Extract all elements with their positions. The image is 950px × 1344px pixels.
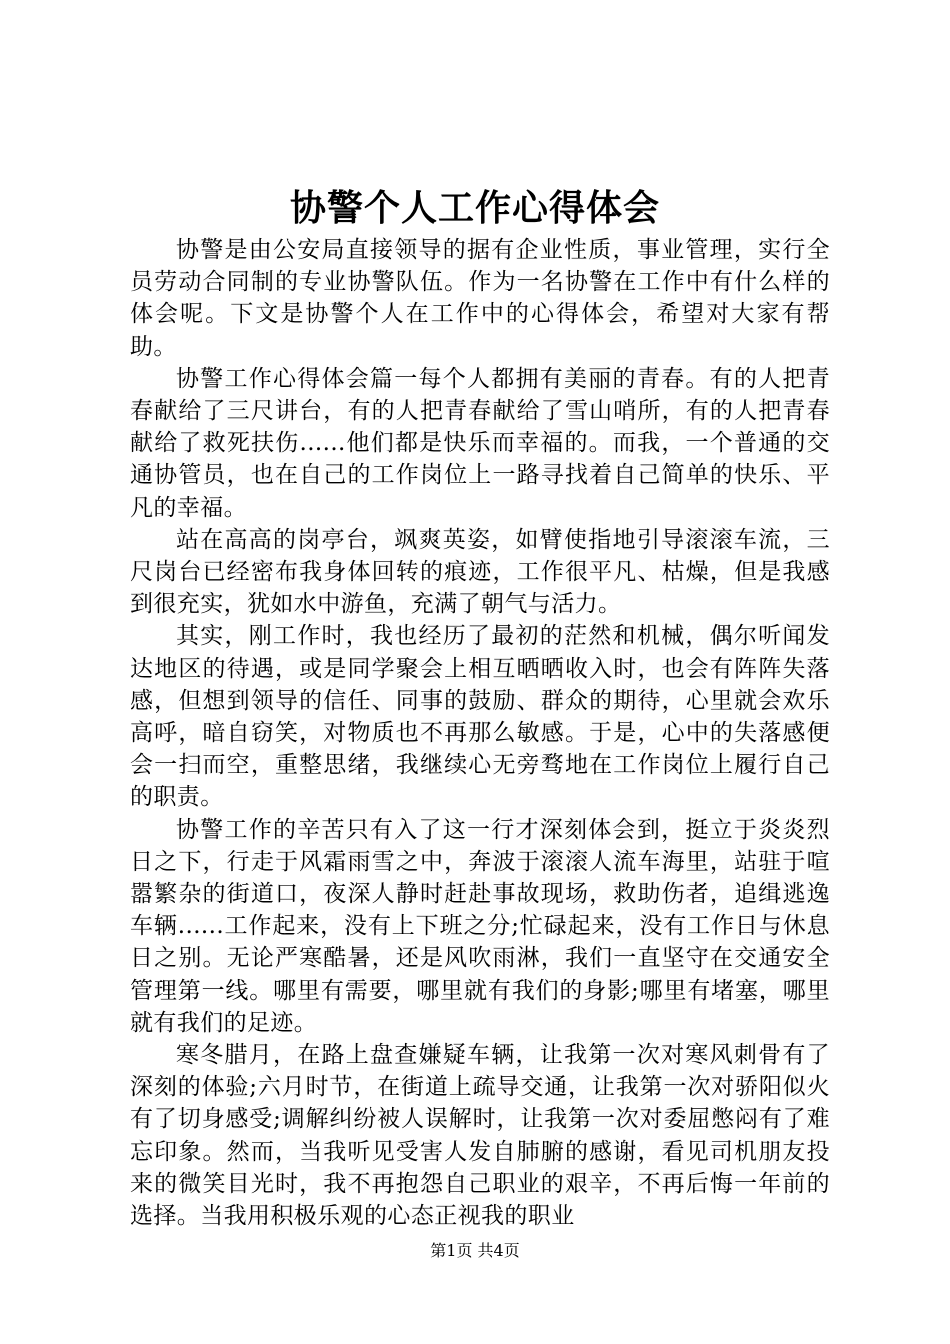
page-number-footer: 第1页 共4页	[430, 1241, 520, 1260]
paragraph-early-work: 其实，刚工作时，我也经历了最初的茫然和机械，偶尔听闻发达地区的待遇，或是同学聚会上相互晒晒收入时，也会有阵阵失落感，但想到领导的信任、同事的鼓励、群众的期待，心里就会欢乐高呼，暗自窃笑，对物质也不再那么敏感。于是，心中的失落感便会一扫而空，重整思绪，我继续心无旁骛地在工作岗位上履行自己的职责。	[130, 623, 830, 811]
paragraph-hardship: 协警工作的辛苦只有入了这一行才深刻体会到，挺立于炎炎烈日之下，行走于风霜雨雪之中，奔波于滚滚人流车海里，站驻于喧嚣繁杂的街道口，夜深人静时赶赴事故现场，救助伤者，追缉逃逸车辆......工作起来，没有上下班之分;忙碌起来，没有工作日与休息日之别。无论严寒酷暑，还是风吹雨淋，我们一直坚守在交通安全管理第一线。哪里有需要，哪里就有我们的身影;哪里有堵塞，哪里就有我们的足迹。	[130, 816, 830, 1036]
paragraph-intro: 协警是由公安局直接领导的据有企业性质，事业管理，实行全员劳动合同制的专业协警队伍。作为一名协警在工作中有什么样的体会呢。下文是协警个人在工作中的心得体会，希望对大家有帮助。	[130, 237, 830, 360]
paragraph-youth: 协警工作心得体会篇一每个人都拥有美丽的青春。有的人把青春献给了三尺讲台，有的人把青春献给了雪山哨所，有的人把青春献给了救死扶伤......他们都是快乐而幸福的。而我，一个普通的交通协管员，也在自己的工作岗位上一路寻找着自己简单的快乐、平凡的幸福。	[130, 365, 830, 521]
paragraph-seasons: 寒冬腊月，在路上盘查嫌疑车辆，让我第一次对寒风刺骨有了深刻的体验;六月时节，在街道上疏导交通，让我第一次对骄阳似火有了切身感受;调解纠纷被人误解时，让我第一次对委屈憋闷有了难忘印象。然而，当我听见受害人发自肺腑的感谢，看见司机朋友投来的微笑目光时，我不再抱怨自己职业的艰辛，不再后悔一年前的选择。当我用积极乐观的心态正视我的职业	[130, 1042, 830, 1230]
paragraph-post: 站在高高的岗亭台，飒爽英姿，如臂使指地引导滚滚车流，三尺岗台已经密布我身体回转的痕迹，工作很平凡、枯燥，但是我感到很充实，犹如水中游鱼，充满了朝气与活力。	[130, 526, 830, 618]
document-title: 协警个人工作心得体会	[289, 187, 660, 229]
document-body	[130, 234, 830, 1232]
